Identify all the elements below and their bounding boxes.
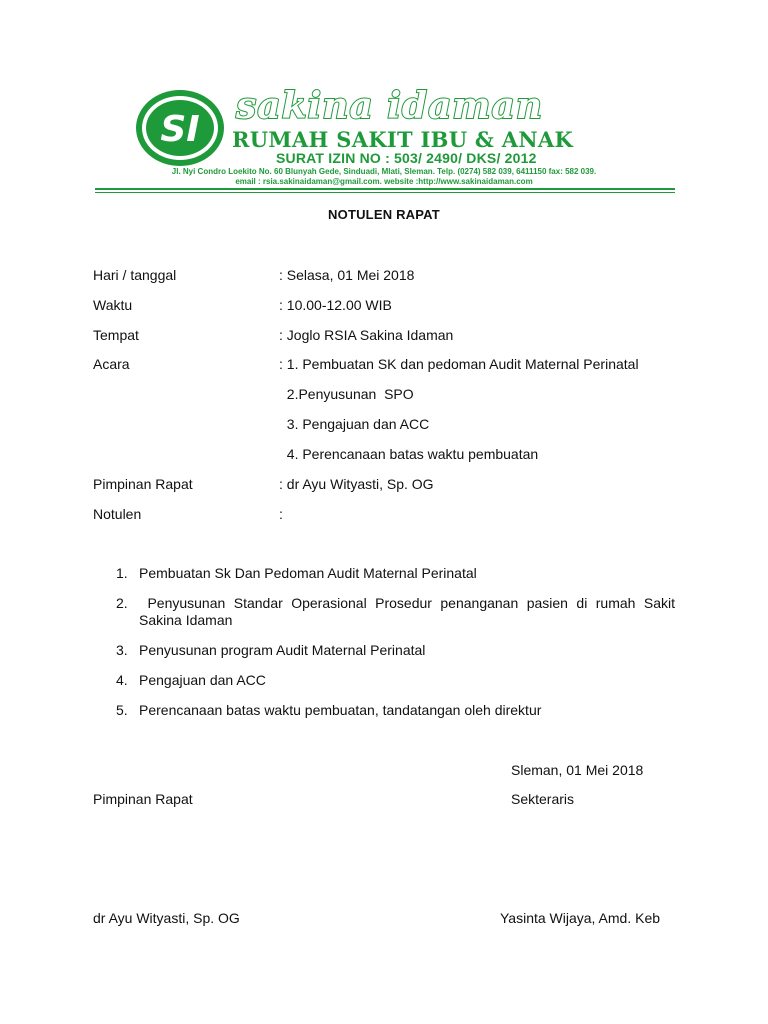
agenda-item: : 1. Pembuatan SK dan pedoman Audit Maternal Perinatal xyxy=(279,356,639,372)
hospital-name: RUMAH SAKIT IBU & ANAK xyxy=(232,127,574,152)
field-value: : 10.00-12.00 WIB xyxy=(279,297,392,313)
list-item: Penyusunan Standar Operasional Prosedur penanganan pasien di rumah Sakit xyxy=(139,595,675,611)
list-number: 1. xyxy=(116,565,128,581)
address-line: Jl. Nyi Condro Loekito No. 60 Blunyah Gede, Sinduadi, Mlati, Sleman. Telp. (0274) 582 039, 6411150 fax: 582 039. xyxy=(171,167,597,176)
field-label: Hari / tanggal xyxy=(93,267,177,283)
permit-number: SURAT IZIN NO : 503/ 2490/ DKS/ 2012 xyxy=(276,150,537,166)
list-item: Pembuatan Sk Dan Pedoman Audit Maternal Perinatal xyxy=(139,565,477,581)
logo-text: SI xyxy=(160,109,200,150)
field-value: : Joglo RSIA Sakina Idaman xyxy=(279,327,454,343)
place-date: Sleman, 01 Mei 2018 xyxy=(511,762,644,778)
contact-line: email : rsia.sakinaidaman@gmail.com. website :http://www.sakinaidaman.com xyxy=(235,177,533,186)
field-label: Pimpinan Rapat xyxy=(93,476,193,492)
field-value: : xyxy=(279,506,283,522)
brand-name: sakina idaman xyxy=(236,85,544,127)
header-divider-thin xyxy=(95,192,675,193)
hospital-logo-icon xyxy=(135,89,225,167)
list-number: 4. xyxy=(116,672,128,688)
field-label: Acara xyxy=(93,356,130,372)
list-number: 3. xyxy=(116,642,128,658)
field-value: : Selasa, 01 Mei 2018 xyxy=(279,267,415,283)
signatory-name-right: Yasinta Wijaya, Amd. Keb xyxy=(500,910,661,926)
signatory-role-left: Pimpinan Rapat xyxy=(93,791,193,807)
list-item: Perencanaan batas waktu pembuatan, tandatangan oleh direktur xyxy=(139,702,542,718)
field-label: Tempat xyxy=(93,327,139,343)
signatory-name-left: dr Ayu Wityasti, Sp. OG xyxy=(93,910,240,926)
field-label: Waktu xyxy=(93,297,133,313)
list-item: Pengajuan dan ACC xyxy=(139,672,266,688)
agenda-item: 3. Pengajuan dan ACC xyxy=(279,416,430,432)
field-label: Notulen xyxy=(93,506,142,522)
agenda-item: 4. Perencanaan batas waktu pembuatan xyxy=(279,446,539,462)
list-item-continuation: Sakina Idaman xyxy=(139,612,233,628)
document-title: NOTULEN RAPAT xyxy=(328,207,440,222)
list-item: Penyusunan program Audit Maternal Perinatal xyxy=(139,642,426,658)
list-number: 2. xyxy=(116,595,128,611)
list-number: 5. xyxy=(116,702,128,718)
header-divider-thick xyxy=(95,188,675,190)
agenda-item: 2.Penyusunan SPO xyxy=(279,386,414,402)
signatory-role-right: Sekteraris xyxy=(511,791,575,807)
field-value: : dr Ayu Wityasti, Sp. OG xyxy=(279,476,434,492)
